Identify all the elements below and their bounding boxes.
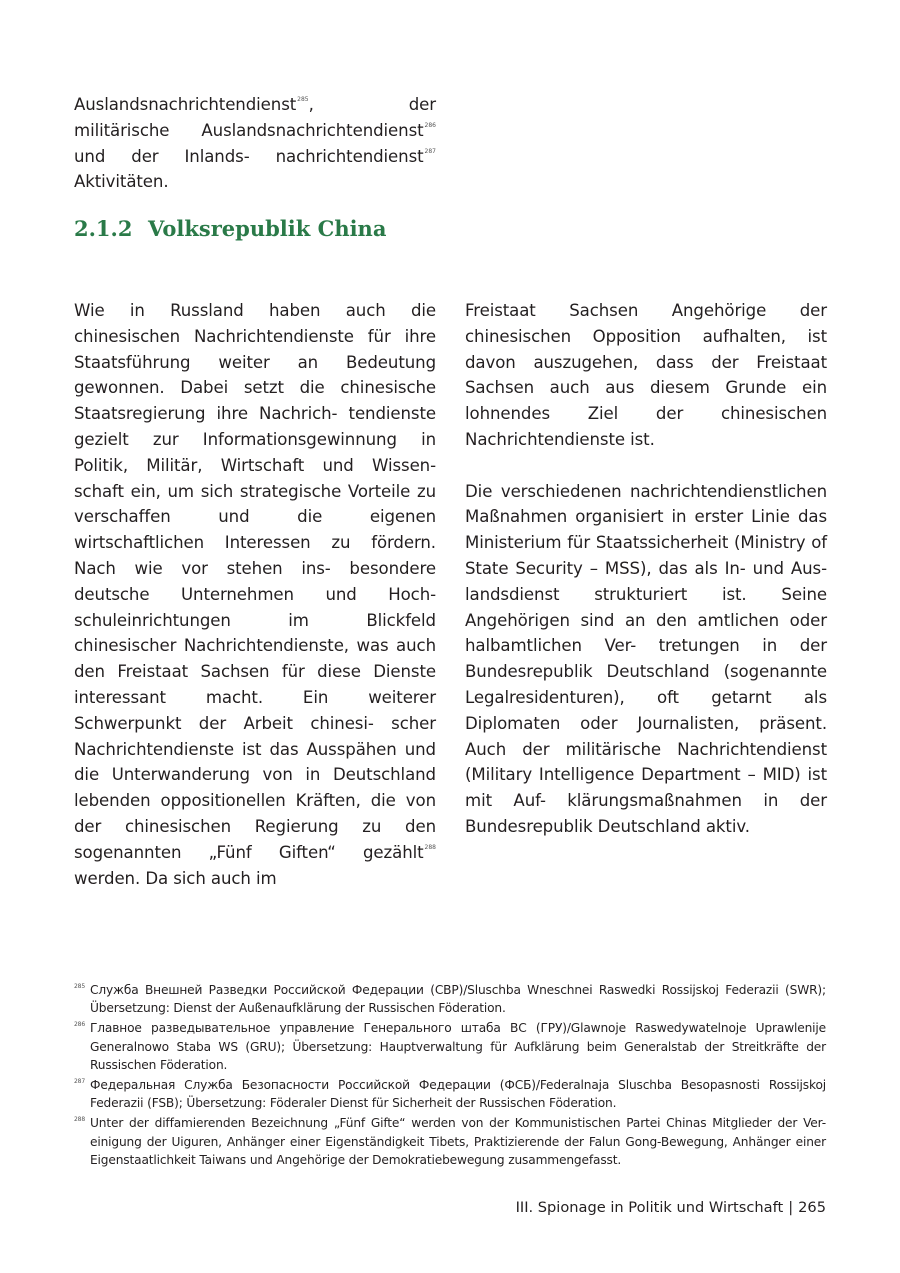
- footer-chapter: III. Spionage in Politik und Wirtschaft: [515, 1199, 784, 1216]
- footnote-ref-288[interactable]: 288: [424, 843, 436, 851]
- footnotes: [74, 981, 826, 1171]
- left-paragraph: [74, 298, 436, 891]
- footnote-287: [74, 1076, 826, 1112]
- right-paragraph-1: Freistaat Sachsen Angehörige der chinesischen Opposition aufhalten, ist davon auszugehen, dass der Freistaat Sachsen auch aus diesem Grunde ein lohnendes Ziel der chinesischen Nachrichtendienste ist.: [465, 301, 827, 449]
- footnote-number: 287: [74, 1078, 86, 1086]
- footnote-ref-285[interactable]: 285: [297, 96, 309, 103]
- left-text-before: Wie in Russland haben auch die chinesischen Nachrichtendienste für ihre Staatsführung weiter an Bedeutung gewonnen. Dabei setzt die chinesische Staatsregierung ihre Nachrich- tendienste gezielt zur Informationsgewinnung in Politik, Militär, Wirtschaft und Wissen- schaft ein, um sich strategische Vorteile zu verschaffen und die eigenen wirtschaftlichen Interessen zu fördern. Nach wie vor stehen ins- besondere deutsche Unternehmen und Hoch- schuleinrichtungen im Blickfeld chinesischer Nachrichtendienste, was auch den Freistaat Sachsen für diese Dienste interessant macht. Ein weiterer Schwerpunkt der Arbeit chinesi- scher Nachrichtendienste ist das Ausspähen und die Unterwanderung von in Deutschland lebenden oppositionellen Kräften, die von der chinesischen Regierung zu den sogenannten „Fünf Giften“ gezählt: [74, 301, 436, 862]
- intro-text-4: Aktivitäten.: [74, 172, 169, 192]
- section-heading: [74, 216, 386, 241]
- left-text-after: werden. Da sich auch im: [74, 868, 277, 888]
- page-footer: [516, 1199, 826, 1216]
- footnote-text: Федеральная Служба Безопасности Российской Федерации (ФСБ)/Federalnaja Sluschba Besopasnosti Rossijskoj Federazii (FSB); Übersetzung: Föderaler Dienst für Sicherheit der Russischen Föderation.: [90, 1078, 826, 1111]
- intro-paragraph: [74, 92, 436, 195]
- footnote-text: Служба Внешней Разведки Российской Федерации (СВР)/Sluschba Wneschnei Raswedki Rossijskoj Federazii (SWR); Übersetzung: Dienst der Außenaufklärung der Russischen Föderation.: [90, 983, 826, 1016]
- footnote-text: Unter der diffamierenden Bezeichnung „Fünf Gifte“ werden von der Kommunistischen Partei Chinas Mitglieder der Ver- einigung der Uiguren, Anhänger einer Eigenständigkeit Tibets, Praktizierende der Falun Gong-Bewegung, Anhänger einer Eigenstaatlichkeit Taiwans und Angehörige der Demokratiebewegung zusammengefasst.: [90, 1116, 826, 1167]
- left-column: [74, 298, 436, 891]
- intro-text-3: und der Inlands- nachrichtendienst: [74, 146, 424, 166]
- section-title: Volksrepublik China: [148, 216, 387, 241]
- right-column: [465, 298, 827, 840]
- footnote-288: [74, 1114, 826, 1169]
- intro-text-2: , der militärische Auslandsnachrichtendienst: [74, 95, 436, 140]
- page-number: 265: [798, 1199, 826, 1216]
- section-number: 2.1.2: [74, 216, 133, 241]
- intro-text-1: Auslandsnachrichtendienst: [74, 95, 297, 114]
- footnote-ref-287[interactable]: 287: [424, 147, 436, 155]
- footnote-text: Главное разведывательное управление Генерального штаба ВС (ГРУ)/Glawnoje Raswedywatelnoje Uprawlenije Generalnowo Staba WS (GRU); Übersetzung: Hauptverwaltung für Aufklärung beim Generalstab der Streitkräfte der Russischen Föderation.: [90, 1021, 826, 1072]
- footnote-number: 285: [74, 983, 86, 990]
- footnote-285: [74, 981, 826, 1017]
- footnote-number: 286: [74, 1021, 86, 1029]
- footnote-number: 288: [74, 1116, 86, 1124]
- footer-separator: |: [788, 1199, 794, 1216]
- right-paragraph-2: Die verschiedenen nachrichtendienstlichen Maßnahmen organisiert in erster Linie das Ministerium für Staatssicherheit (Ministry of State Security – MSS), das als In- und Aus- landsdienst strukturiert ist. Seine Angehörigen sind an den amtlichen oder halbamtlichen Ver- tretungen in der Bundesrepublik Deutschland (sogenannte Legalresidenturen), oft getarnt als Diplomaten oder Journalisten, präsent. Auch der militärische Nachrichtendienst (Military Intelligence Department – MID) ist mit Auf- klärungsmaßnahmen in der Bundesrepublik Deutschland aktiv.: [465, 481, 827, 836]
- footnote-286: [74, 1019, 826, 1074]
- footnote-ref-286[interactable]: 286: [424, 121, 436, 129]
